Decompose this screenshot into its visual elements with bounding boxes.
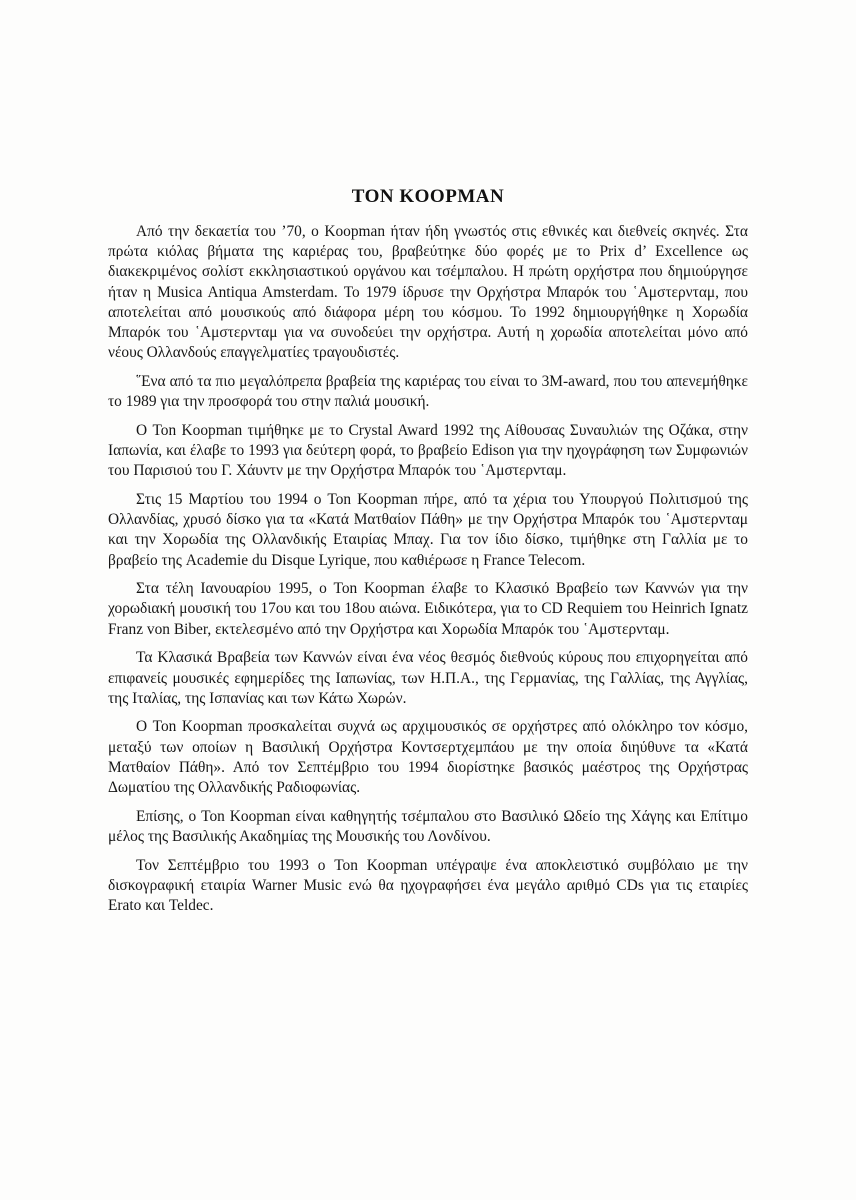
paragraph-career-beginnings: Από την δεκαετία του ’70, ο Koopman ήταν ήδη γνωστός στις εθνικές και διεθνείς σκηνές. Στα πρώτα κιόλας βήματα της καριέρας του, βραβεύτηκε δύο φορές με το Prix d’ Excellence ως διακεκριμένος σολίστ εκκλησιαστικού οργάνου και τσέμπαλου. Η πρώτη ορχήστρα που δημιούργησε ήταν η Musica Antiqua Amsterdam. Το 1979 ίδρυσε την Ορχήστρα Μπαρόκ του ῾Αμστερνταμ, που αποτελείται από μουσικούς από διάφορα μέρη του κόσμου. Το 1992 δημιουργήθηκε η Χορωδία Μπαρόκ του ῾Αμστερνταμ για να συνοδεύει την ορχήστρα. Αυτή η χορωδία αποτελείται μόνο από νέους Ολλανδούς επαγγελματίες τραγουδιστές.: [108, 223, 748, 362]
page-title: TON KOOPMAN: [351, 186, 505, 207]
paragraph-cannes-award: Στα τέλη Ιανουαρίου 1995, ο Ton Koopman έλαβε το Κλασικό Βραβείο των Καννών για την χορωδιακή μουσική του 17ου και του 18ου αιώνα. Ειδικότερα, για το CD Requiem του Heinrich Ignatz Franz von Biber, εκτελεσμένο από την Ορχήστρα και Χορωδία Μπαρόκ του ῾Αμστερνταμ.: [108, 580, 748, 638]
body-text: [108, 222, 748, 925]
paragraph-professorship: Επίσης, ο Ton Koopman είναι καθηγητής τσέμπαλου στο Βασιλικό Ωδείο της Χάγης και Επίτιμο μέλος της Βασιλικής Ακαδημίας της Μουσικής του Λονδίνου.: [108, 807, 748, 845]
paragraph-gold-disc: Στις 15 Μαρτίου του 1994 ο Ton Koopman πήρε, από τα χέρια του Υπουργού Πολιτισμού της Ολλανδίας, χρυσό δίσκο για τα «Κατά Ματθαίον Πάθη» με την Ορχήστρα Μπαρόκ του ῾Αμστερνταμ και την Χορωδία της Ολλανδικής Εταιρίας Μπαχ. Για τον ίδιο δίσκο, τιμήθηκε στη Γαλλία με το βραβείο της Academie du Disque Lyrique, που καθιέρωσε η France Telecom.: [108, 490, 748, 569]
paragraph-3m-award: ῞Ενα από τα πιο μεγαλόπρεπα βραβεία της καριέρας του είναι το 3M-award, που του απενεμήθηκε το 1989 για την προσφορά του στην παλιά μουσική.: [108, 372, 748, 411]
paragraph-guest-conductor: Ο Ton Koopman προσκαλείται συχνά ως αρχιμουσικός σε ορχήστρες από ολόκληρο τον κόσμο, μεταξύ των οποίων η Βασιλική Ορχήστρα Κοντσερτχεμπάου με την οποία διηύθυνε τα «Κατά Ματθαίον Πάθη». Από τον Σεπτέμβριο του 1994 διορίστηκε βασικός μαέστρος της Ορχήστρας Δωματίου της Ολλανδικής Ραδιοφωνίας.: [108, 718, 748, 797]
paragraph-cannes-institution: Τα Κλασικά Βραβεία των Καννών είναι ένα νέος θεσμός διεθνούς κύρους που επιχορηγείται από επιφανείς μουσικές εφημερίδες της Ιαπωνίας, των Η.Π.Α., της Γερμανίας, της Γαλλίας, της Αγγλίας, της Ιταλίας, της Ισπανίας και των Κάτω Χωρών.: [108, 649, 748, 707]
paragraph-crystal-award: Ο Ton Koopman τιμήθηκε με το Crystal Award 1992 της Αίθουσας Συναυλιών της Οζάκα, στην Ιαπωνία, και έλαβε το 1993 για δεύτερη φορά, το βραβείο Edison για την ηχογράφηση των Συμφωνιών του Παρισιού του Γ. Χάυντν με την Ορχήστρα Μπαρόκ του ῾Αμστερνταμ.: [108, 421, 748, 480]
paragraph-warner-contract: Τον Σεπτέμβριο του 1993 ο Ton Koopman υπέγραψε ένα αποκλειστικό συμβόλαιο με την δισκογραφική εταιρία Warner Music ενώ θα ηχογραφήσει ένα μεγάλο αριθμό CDs για τις εταιρίες Erato και Teldec.: [108, 856, 748, 915]
